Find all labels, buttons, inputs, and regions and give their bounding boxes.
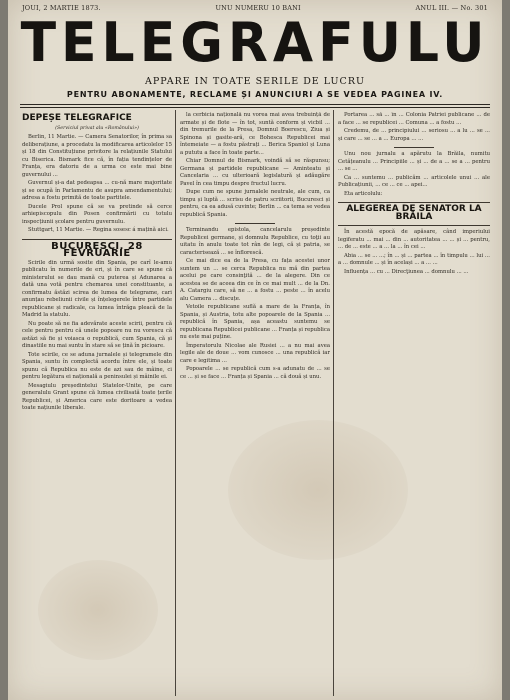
masthead-subtitle-2: PENTRU ABONAMENTE, RECLAME ȘI ANUNCIURI A SE VEDEA PAGINEA IV.: [66, 90, 444, 99]
article-paragraph: Dupe cum ne spune jurnalele neutrale, ale cum, ca timpu și luptă ... scrisu de patru scriitorii, Bucuresci și pentru, ca ea adusă cuvinte; Berlin ... ca tema se vedea republică Spania.: [180, 189, 330, 218]
issue-date: JOUI, 2 MARTIE 1873.: [22, 4, 101, 12]
article-paragraph: În acestă epocă de apăsare, când imperiului legiferatu ... mai ... din ... autoritatea ... ... și ... pentru, ... de ... este ... a ... la ... în cei ...: [338, 229, 490, 250]
column-2: [180, 112, 330, 696]
column-divider: [175, 110, 176, 696]
article-paragraph: Vetoile republicane suflă a mare de la Franța, în Spania, și Austria, totu alte popoarele de la Spania ... republică în Spania, așa aceastu suntemu se republicana Republicei publicane ... Franța și republica nu este mai puține.: [180, 304, 330, 340]
section-rule: [338, 202, 490, 203]
column-1: [22, 112, 172, 696]
issue-number: ANUL III. — No. 301: [415, 4, 488, 12]
newspaper-masthead: TELEGRAFULU: [20, 11, 490, 75]
article-paragraph: la cerbicia națională nu vorea mai avea trebuință de armate și de flote — în tot, suntă conform și vicbil ... din tremurile de la Presa, Domnul Boerescu, Ziua și Spinona și gasite-ară, ce Bohesca Republicei mai întemeiate — a fostu păstrați ... Berica Spaniol și Luna a pututu a face în toate parte...: [180, 112, 330, 156]
section-rule: [338, 225, 490, 226]
article-paragraph: Tote scirile, ce se aduna jurnalele și telegramele din Spania, suntu în complectă acordu între ele, și toate spunu că Republica nu este de azi sau de mâine, ci pentru legătura ei națională a peninsulei și mâinile ei.: [22, 351, 172, 380]
article-paragraph: Popoarele ... se republică cum s-a adunatu de ... se ce ... și se face ... Franța și Spania ... că două și unu.: [180, 366, 330, 380]
article-paragraph: Unu nou jurnalu a apărutu la Brăila, numitu Cetățeanulu ... Principiile ... și ... de a ... se a ... pentru ... se ...: [338, 151, 490, 172]
header-rule: [20, 104, 490, 105]
header-rule: [20, 107, 490, 108]
section-rule: [394, 147, 434, 148]
article-paragraph: Berlin, 11 Martie. — Camera Senatorilor, în prima sa deliberațiune, a procedatu la modificarea articolelor 15 și 18 din Constituțiune privitore la relațiunile Statului cu Biserica. Bismark fice că, în fația tendințelor de Franța, era datoriu de a urma ce este mai bine guvernului ...: [22, 134, 172, 178]
article-paragraph: Terminandu epistola, cancelarulu președinte Republicei germane, și domnulu Republice, cu toţii au uitatu în anulu toate tot rân de legi, că și patria, se caracterisează ... se înflorescă.: [180, 227, 330, 256]
article-paragraph: Nu poate să ne fia adevărate aceste scirii, pentru că cele pentru pentru că unele popoare nu nu vorescu că astăzi să fie și voiasca o republică, cum Spania, că și dinastiile nu mai suntu în stare să se țină în picioare.: [22, 320, 172, 349]
section-heading: BUCURESCI, 28 FEVRUARIE: [51, 240, 143, 259]
article-paragraph: Guvernul și-a dat pedeapsa ... cu-nă mare majoritate și se ocupă în Parlamentu de asupra amendamentului; adresa a fostu primită de toate partitele.: [22, 180, 172, 201]
article-paragraph: Credemu, de ... principiului ... seriosu ... a lu ... se ... și care ... se ... a ... Europa ... ...: [338, 128, 490, 142]
newspaper-page: [8, 0, 502, 700]
issue-price: UNU NUMERU 10 BANI: [215, 4, 301, 12]
article-paragraph: Portarea ... să ... în ... Colonia Patriei publicane ... de a face ... se republicei ... Comuna ... a fostu ...: [338, 112, 490, 126]
article-paragraph: Împeratorulu Nicolae ale Rusiei ... a nu mai avea legile ale de doue ... vom cunosce ... una republică iar care e legitima ...: [180, 342, 330, 364]
article-paragraph: Influența ... cu ... Direcţiunea ... domnulu ... ...: [344, 268, 469, 275]
article-paragraph: Ce mai dice ea de la Presa, cu fața acestei unor suntem un ... se cerca Republica nu mă din partea acelui pe care consinţită ... de la alegere. Din ce acestea se de aceea din ce în ce mai mult ... de la Dn. A. Catargiu care, să ne ... a fostu ... peste ... în acelu alu Camera ... discuțe.: [180, 258, 330, 302]
article-paragraph: Stuttgart, 11 Martie. — Regina sosesc á mațină aici.: [28, 227, 169, 233]
telegram-heading: DEPEȘE TELEGRAFICE: [22, 113, 132, 123]
column-divider: [333, 110, 334, 696]
article-paragraph: Chiar Domnul de Bismark, voindă să se răspunsu; Germana și partidele republicane — Aminteatu și Cancelaria ... cu ulterioară legislatură și adăugăre Pavel în cea timpu despre fructul lucru.: [180, 158, 330, 187]
section-rule: [235, 223, 275, 224]
article-paragraph: Ca ... suntemu ... publicăm ... articolele unui ... ale Publicațiunii, ... ce ... ce ... apei...: [338, 174, 490, 188]
section-rule: [22, 239, 172, 240]
telegram-note: (Serviciul privat alu «Românului»): [55, 125, 139, 131]
article-paragraph: Ducele Prol spune că se va pretinde să cerce arhiepiscopulu din Posen confirmării cu totulu inspecțiunii școlare pentru guvernulu.: [22, 203, 172, 225]
column-3: [338, 112, 490, 696]
article-paragraph: Abia ... se ... ...; în ... și ... partea ... în timpulu ... lui ... a ... domnule ... și în același ... a ... ...: [338, 252, 490, 266]
article-paragraph: Mesagiulu președintelui Statelor-Unite, pe care generalulu Grant spune că lumea civilisată toate țerile Republicei, și America care este doritoare a vedea toate națiunile liberale.: [22, 382, 172, 411]
section-heading: ALEGEREA DE SENATOR LA BRĂILA: [346, 204, 482, 222]
article-paragraph: Eta articolulu:: [344, 190, 383, 197]
article-paragraph: Scirile din urmă sosite din Spania, pe carî le-amu publicatu în numerile de eri, și în care se spune că ministerului se dau mană cu puterea și Adunarea a dată una votă pentru chemarea unei constituante, a confirmatu ăstăzi scirea de lumea de telegrame, cari anunțau rebeliunii civile și înțelegerele între partidele republicane și radicale, ca lumea întrăga pleacă de la Madrid la statulu.: [22, 259, 172, 318]
masthead-subtitle: APPARE IN TOATE SERILE DE LUCRU: [145, 76, 365, 87]
